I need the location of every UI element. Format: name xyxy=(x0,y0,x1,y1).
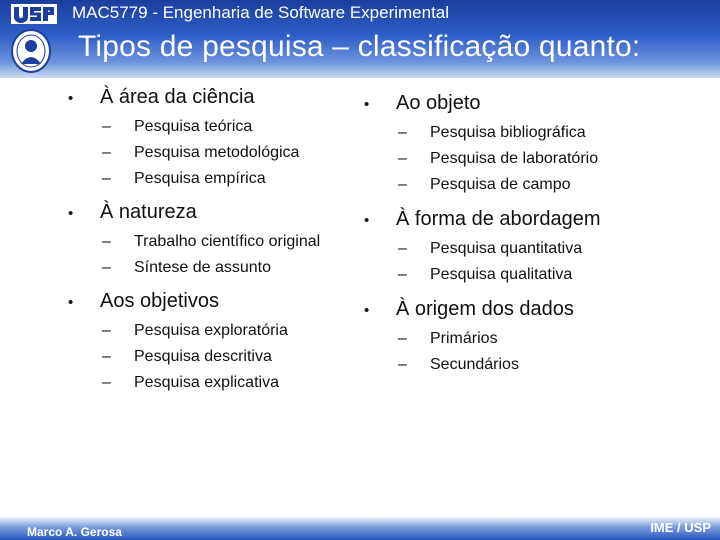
bullet-icon: • xyxy=(68,205,74,222)
bullet-icon: • xyxy=(68,90,74,107)
right-column xyxy=(362,92,662,388)
dash-icon: – xyxy=(398,240,407,257)
sub-item: – Primários xyxy=(362,330,662,356)
seal-icon xyxy=(10,28,52,74)
bullet-label: À origem dos dados xyxy=(396,298,574,320)
sub-item: – Pesquisa descritiva xyxy=(66,348,356,374)
dash-icon: – xyxy=(398,124,407,141)
sub-item: – Pesquisa bibliográfica xyxy=(362,124,662,150)
bullet-item xyxy=(66,201,356,285)
sub-item: – Pesquisa metodológica xyxy=(66,144,356,170)
dash-icon: – xyxy=(102,322,111,339)
sub-item: – Pesquisa qualitativa xyxy=(362,266,662,292)
dash-icon: – xyxy=(102,144,111,161)
sub-item: – Pesquisa quantitativa xyxy=(362,240,662,266)
bullet-label: Ao objeto xyxy=(396,92,481,114)
bullet-item xyxy=(362,92,662,202)
sub-item: – Pesquisa exploratória xyxy=(66,322,356,348)
dash-icon: – xyxy=(398,176,407,193)
usp-logo-icon xyxy=(10,3,58,25)
sub-item: – Pesquisa de campo xyxy=(362,176,662,202)
dash-icon: – xyxy=(398,150,407,167)
bullet-icon: • xyxy=(364,302,370,319)
footer-author: Marco A. Gerosa xyxy=(27,525,122,539)
dash-icon: – xyxy=(102,233,111,250)
bullet-item xyxy=(66,86,356,196)
left-column xyxy=(66,86,356,405)
sub-item: – Trabalho científico original xyxy=(66,233,356,259)
dash-icon: – xyxy=(102,348,111,365)
course-title: MAC5779 - Engenharia de Software Experimental xyxy=(72,3,450,22)
bullet-label: À área da ciência xyxy=(100,86,255,108)
bullet-item xyxy=(362,298,662,382)
bullet-icon: • xyxy=(364,212,370,229)
sub-item: – Pesquisa explicativa xyxy=(66,374,356,400)
bullet-label: Aos objetivos xyxy=(100,290,219,312)
dash-icon: – xyxy=(398,330,407,347)
sub-item: – Pesquisa de laboratório xyxy=(362,150,662,176)
dash-icon: – xyxy=(102,118,111,135)
bullet-label: À forma de abordagem xyxy=(396,208,601,230)
dash-icon: – xyxy=(102,374,111,391)
bullet-icon: • xyxy=(68,294,74,311)
bullet-item xyxy=(362,208,662,292)
sub-item: – Pesquisa teórica xyxy=(66,118,356,144)
dash-icon: – xyxy=(398,356,407,373)
sub-item: – Síntese de assunto xyxy=(66,259,356,285)
footer-institution: IME / USP xyxy=(650,520,711,535)
bullet-item xyxy=(66,290,356,400)
dash-icon: – xyxy=(398,266,407,283)
dash-icon: – xyxy=(102,259,111,276)
sub-item: – Secundários xyxy=(362,356,662,382)
dash-icon: – xyxy=(102,170,111,187)
sub-item: – Pesquisa empírica xyxy=(66,170,356,196)
slide-title: Tipos de pesquisa – classificação quanto: xyxy=(78,30,641,63)
bullet-label: À natureza xyxy=(100,201,197,223)
bullet-icon: • xyxy=(364,96,370,113)
